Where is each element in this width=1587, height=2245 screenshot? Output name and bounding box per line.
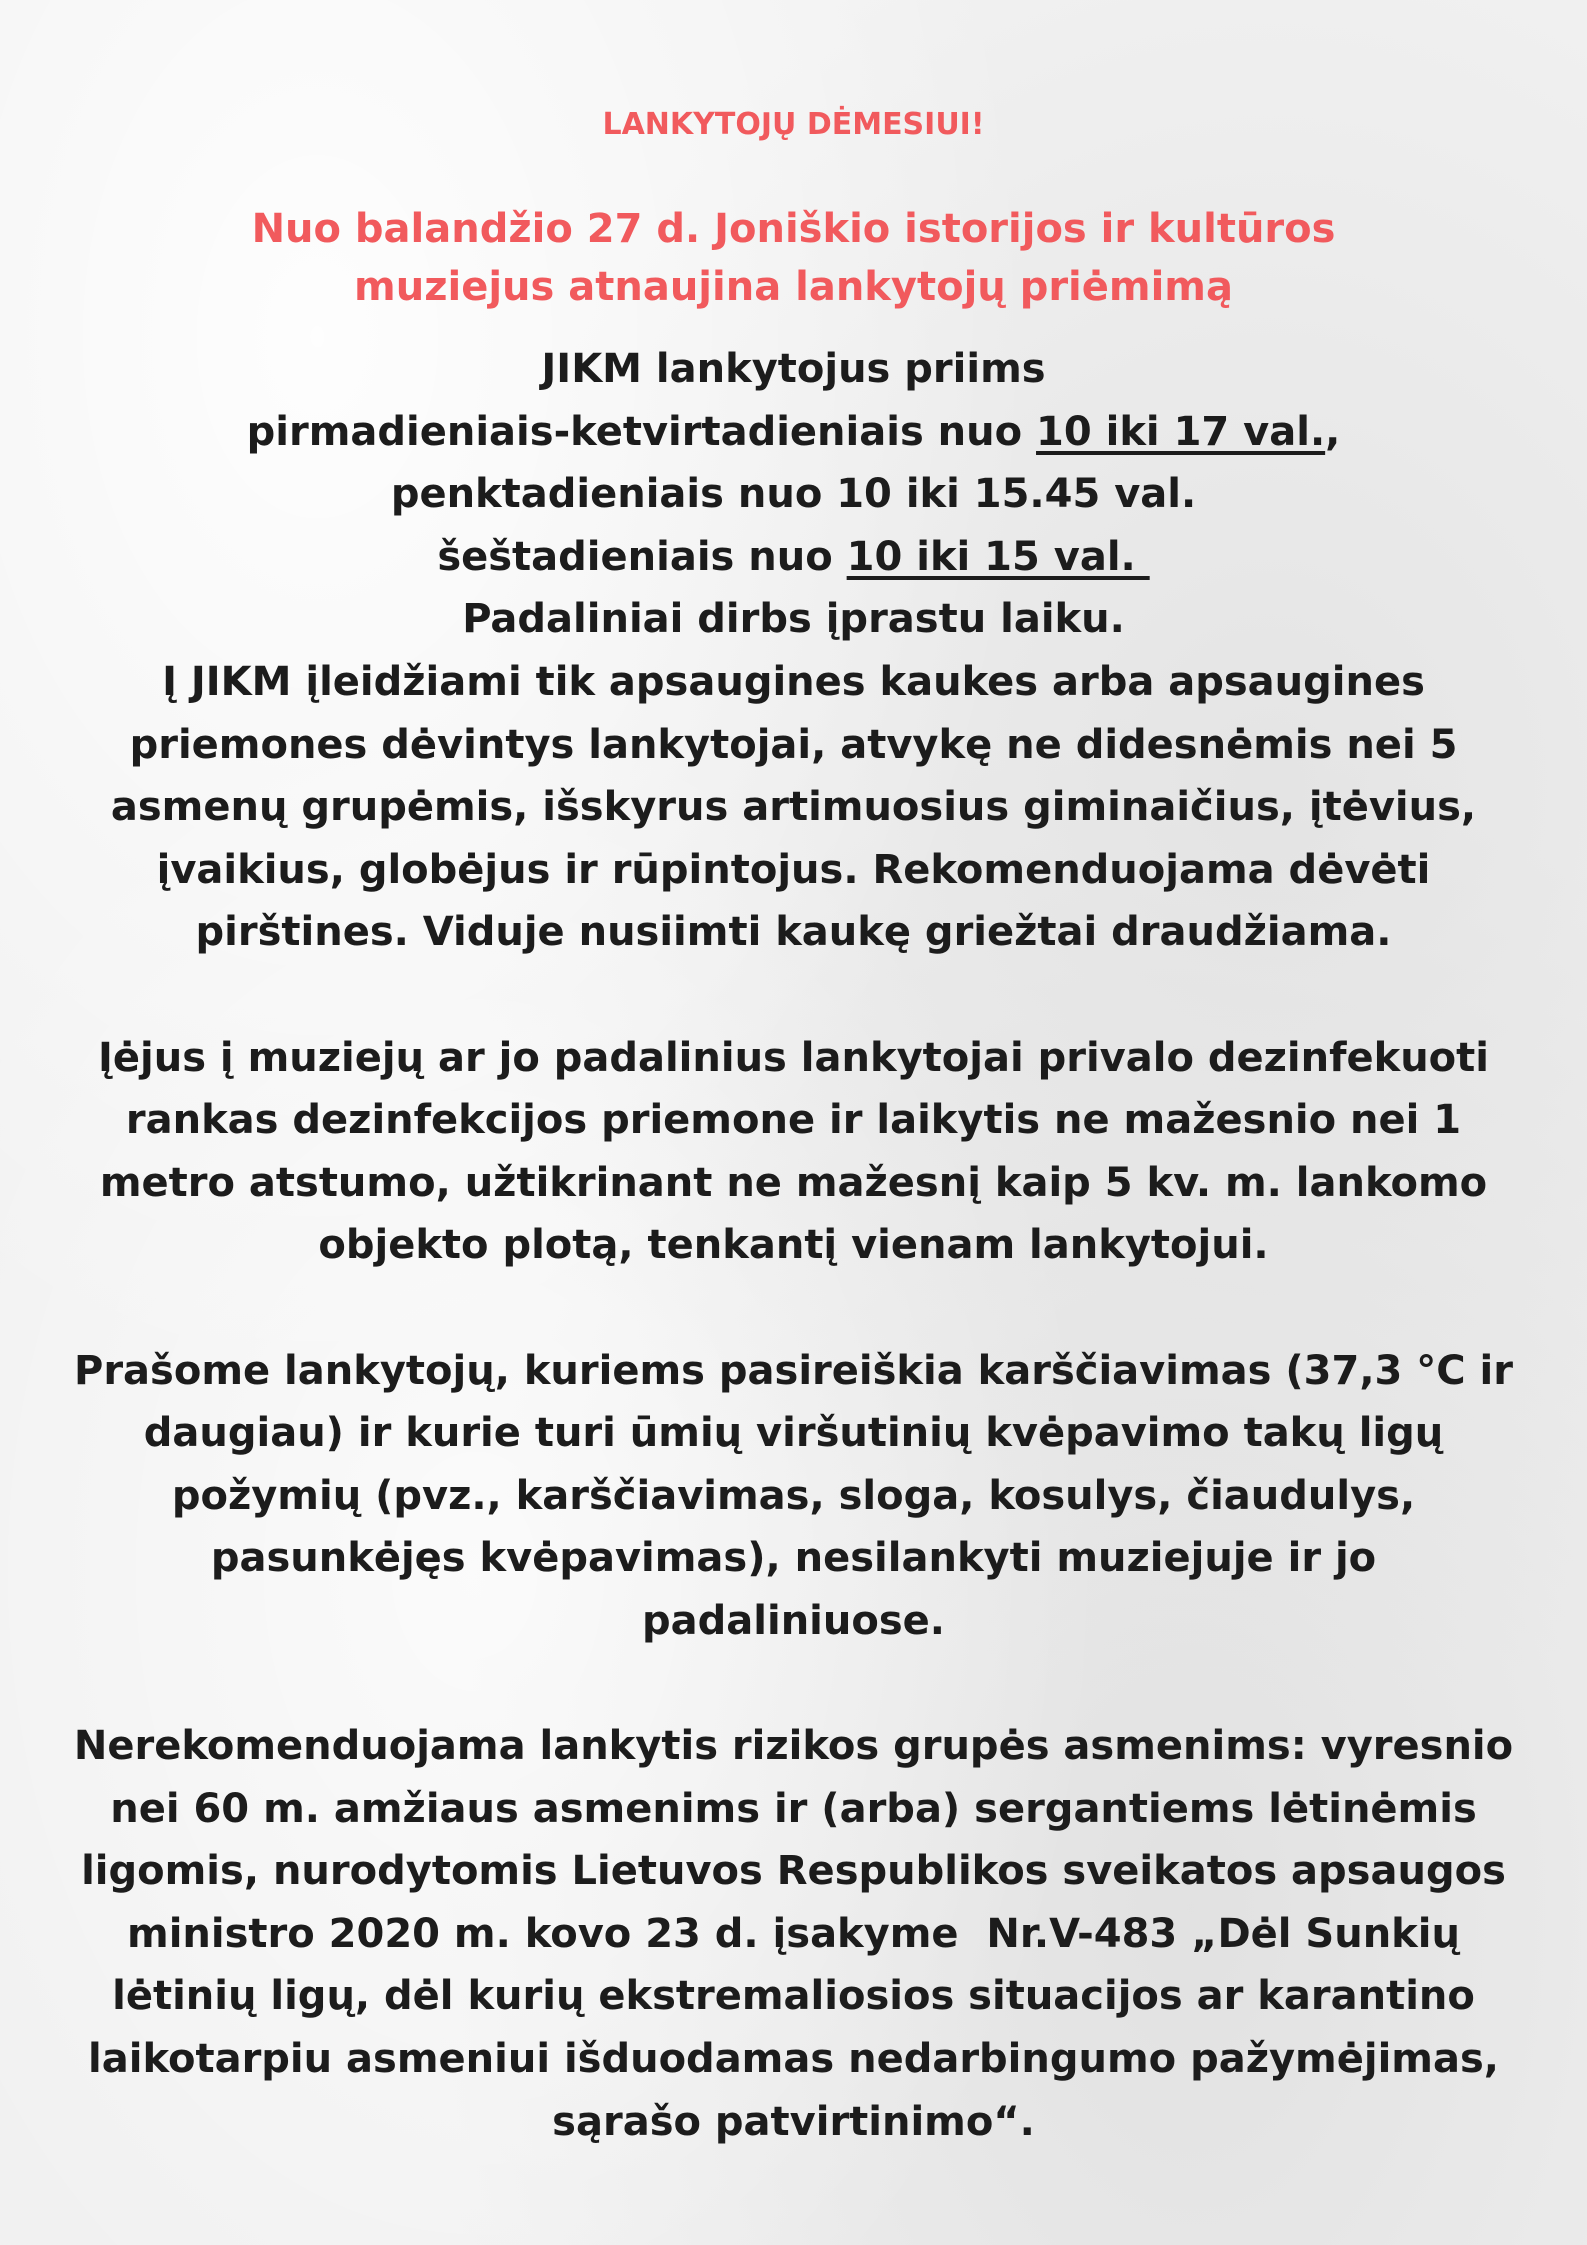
- paragraph-line: asmenų grupėmis, išskyrus artimuosius giminaičius, įtėvius,: [110, 784, 1477, 831]
- paragraph-line: rankas dezinfekcijos priemone ir laikytis ne mažesnio nei 1: [125, 1097, 1462, 1144]
- paragraph-line: Įėjus į muziejų ar jo padalinius lankytojai privalo dezinfekuoti: [98, 1034, 1489, 1081]
- masks-paragraph: [44, 651, 1544, 964]
- paragraph-gap: [44, 1652, 1544, 1715]
- paragraph-gap: [44, 964, 1544, 1027]
- page-title: LANKYTOJŲ DĖMESIUI!: [602, 107, 985, 142]
- paragraph-line: įvaikius, globėjus ir rūpintojus. Rekomenduojama dėvėti: [156, 846, 1431, 893]
- notice-body: [44, 338, 1544, 2153]
- subtitle: [144, 200, 1444, 316]
- schedule-friday: penktadieniais nuo 10 iki 15.45 val.: [390, 471, 1197, 518]
- schedule-intro: JIKM lankytojus priims: [541, 346, 1046, 392]
- paragraph-line: Prašome lankytojų, kuriems pasireiškia karščiavimas (37,3 °C ir: [74, 1347, 1513, 1394]
- paragraph-line: objekto plotą, tenkantį vienam lankytojui.: [318, 1222, 1269, 1269]
- weekdays-hours: 10 iki 17 val.: [1036, 408, 1326, 455]
- paragraph-line: sąrašo patvirtinimo“.: [552, 2098, 1035, 2145]
- paragraph-line: požymių (pvz., karščiavimas, sloga, kosulys, čiaudulys,: [171, 1472, 1416, 1519]
- subtitle-line: muziejus atnaujina lankytojų priėmimą: [354, 264, 1233, 310]
- paragraph-gap: [44, 1277, 1544, 1340]
- paragraph-line: Nerekomenduojama lankytis rizikos grupės asmenims: vyresnio: [73, 1723, 1514, 1770]
- paragraph-line: priemones dėvintys lankytojai, atvykę ne didesnėmis nei 5: [129, 721, 1458, 768]
- paragraph-line: daugiau) ir kurie turi ūmių viršutinių kvėpavimo takų ligų: [143, 1410, 1444, 1457]
- saturday-hours: 10 iki 15 val.: [846, 533, 1150, 580]
- weekdays-prefix: pirmadieniais-ketvirtadieniais nuo: [246, 408, 1037, 455]
- paragraph-line: metro atstumo, užtikrinant ne mažesnį kaip 5 kv. m. lankomo: [99, 1159, 1488, 1206]
- paragraph-line: pasunkėjęs kvėpavimas), nesilankyti muziejuje ir jo: [210, 1535, 1377, 1582]
- subtitle-line: Nuo balandžio 27 d. Joniškio istorijos ir kultūros: [251, 206, 1336, 252]
- paragraph-line: laikotarpiu asmeniui išduodamas nedarbingumo pažymėjimas,: [88, 2036, 1499, 2083]
- symptoms-paragraph: [44, 1340, 1544, 1653]
- risk-groups-paragraph: [44, 1715, 1544, 2153]
- paragraph-line: lėtinių ligų, dėl kurių ekstremaliosios situacijos ar karantino: [112, 1973, 1475, 2020]
- paragraph-line: Į JIKM įleidžiami tik apsaugines kaukes arba apsaugines: [162, 658, 1425, 705]
- schedule-block: [44, 338, 1544, 651]
- saturday-prefix: šeštadieniais nuo: [437, 533, 847, 580]
- paragraph-line: ligomis, nurodytomis Lietuvos Respublikos sveikatos apsaugos: [81, 1848, 1506, 1895]
- schedule-weekdays: [44, 401, 1544, 464]
- paragraph-line: padaliniuose.: [642, 1597, 945, 1644]
- schedule-branches: Padaliniai dirbs įprastu laiku.: [462, 596, 1125, 643]
- paragraph-line: ministro 2020 m. kovo 23 d. įsakyme Nr.V-483 „Dėl Sunkių: [127, 1910, 1460, 1957]
- paragraph-line: nei 60 m. amžiaus asmenims ir (arba) sergantiems lėtinėmis: [110, 1785, 1477, 1832]
- disinfection-paragraph: [44, 1027, 1544, 1277]
- paragraph-line: pirštines. Viduje nusiimti kaukę griežtai draudžiama.: [195, 909, 1392, 956]
- weekdays-suffix: ,: [1325, 408, 1341, 455]
- schedule-saturday: [44, 526, 1544, 589]
